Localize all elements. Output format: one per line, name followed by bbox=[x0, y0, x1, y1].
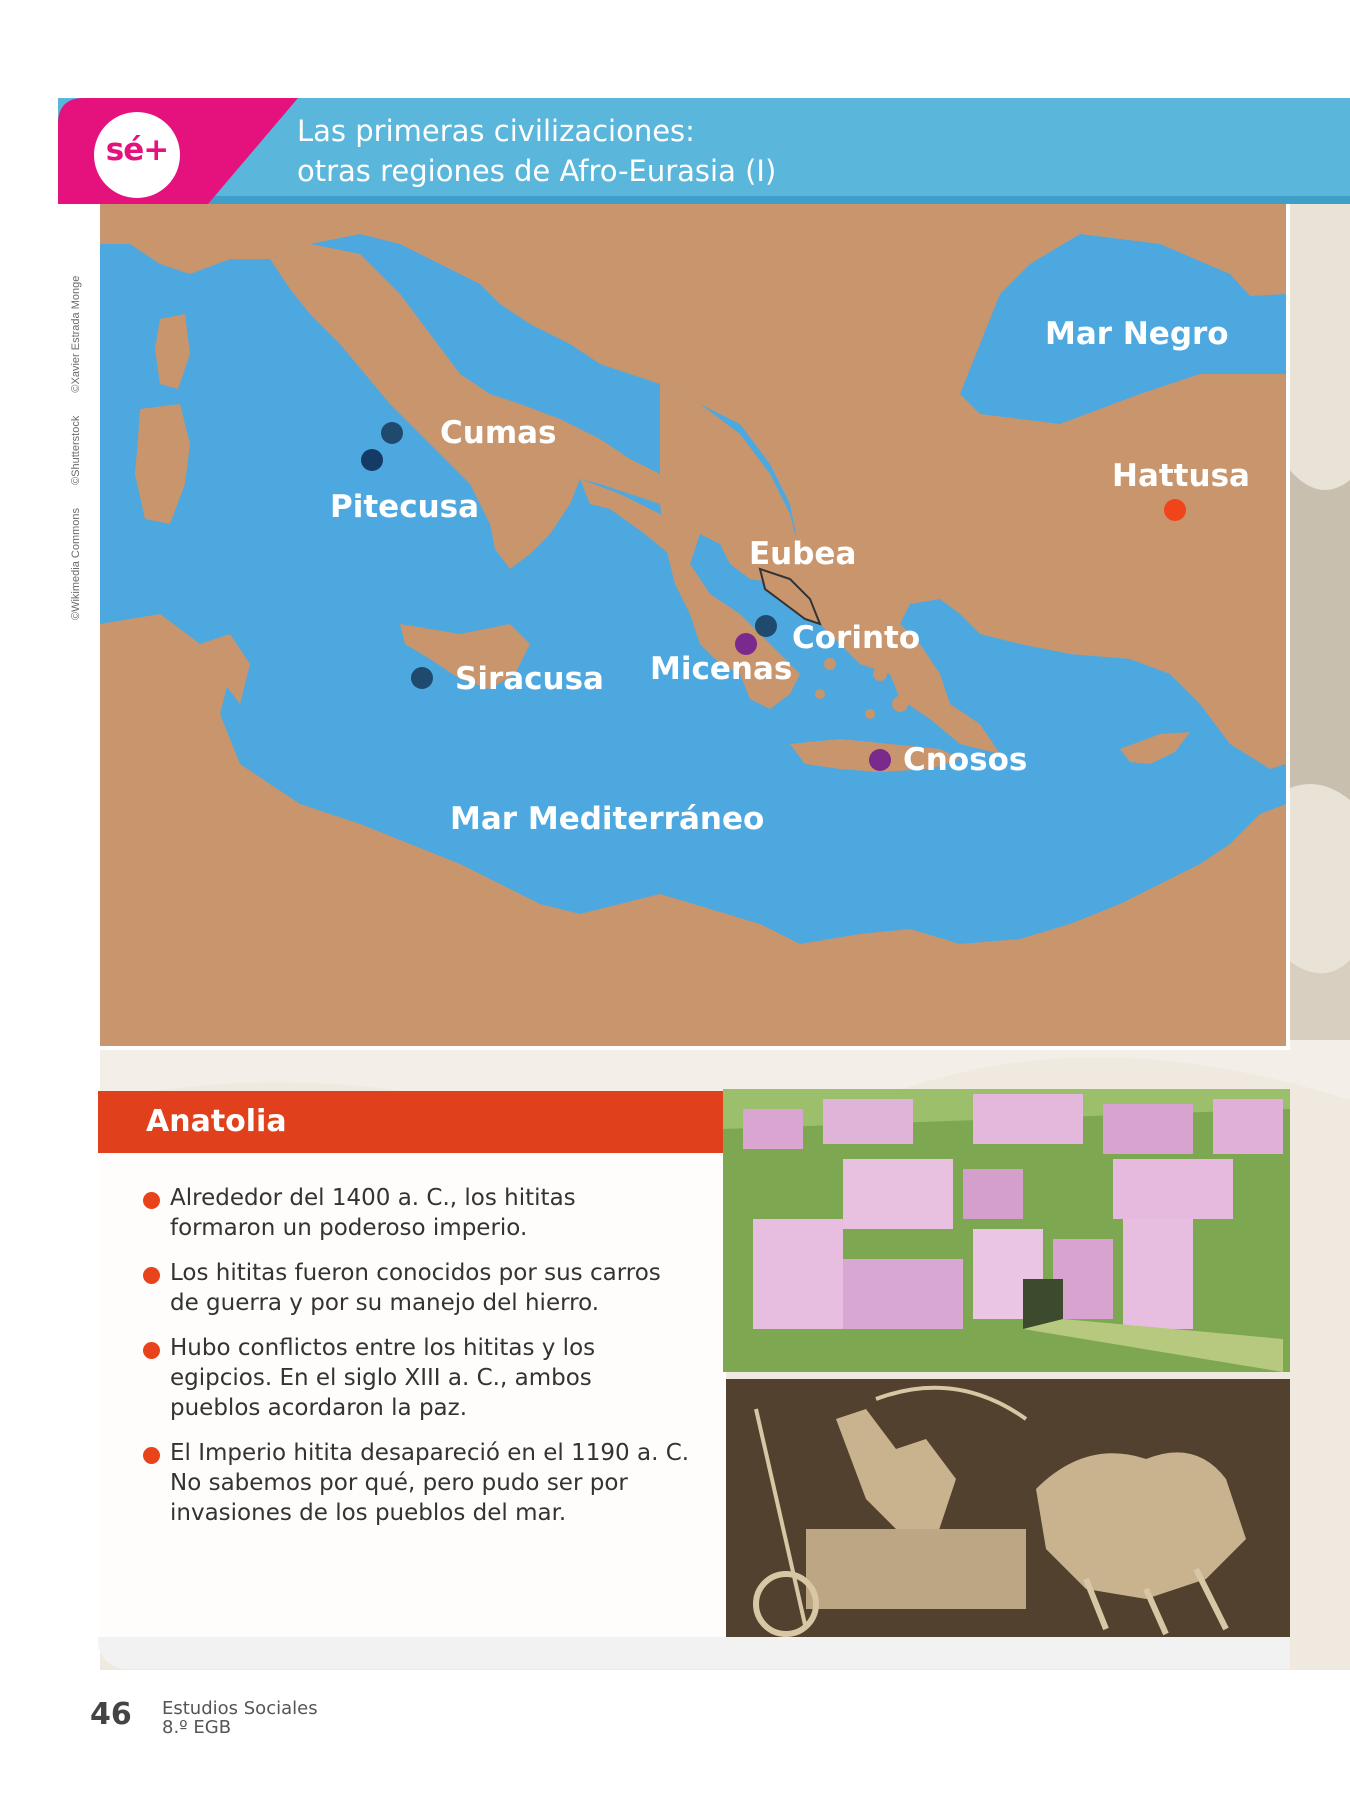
bullet-line: El Imperio hitita desapareció en el 1190 a. C. bbox=[170, 1440, 690, 1466]
bullet-line: de guerra y por su manejo del hierro. bbox=[170, 1290, 600, 1316]
map-label-pitecusa: Pitecusa bbox=[330, 489, 480, 525]
credit-item: ©Shutterstock bbox=[70, 415, 82, 485]
page-number: 46 bbox=[90, 1697, 132, 1732]
page-title-line-2: otras regiones de Afro-Eurasia (I) bbox=[297, 154, 777, 188]
bullet-item bbox=[170, 1258, 690, 1318]
bullet-line: Los hititas fueron conocidos por sus carros bbox=[170, 1260, 661, 1286]
cnosos-dot bbox=[869, 749, 891, 771]
image-credits bbox=[70, 240, 90, 620]
grade-label: 8.º EGB bbox=[162, 1717, 232, 1738]
map-label-cnosos: Cnosos bbox=[903, 742, 1028, 778]
pitecusa-dot bbox=[361, 449, 383, 471]
cumas-dot bbox=[381, 422, 403, 444]
bullet-line: egipcios. En el siglo XIII a. C., ambos bbox=[170, 1365, 592, 1391]
subject-label bbox=[162, 1699, 318, 1737]
bullet-item bbox=[170, 1183, 690, 1243]
credit-item: ©Xavier Estrada Monge bbox=[70, 275, 82, 393]
siracusa-dot bbox=[411, 667, 433, 689]
bullet-dot bbox=[143, 1447, 160, 1464]
map-label-siracusa: Siracusa bbox=[455, 661, 604, 697]
credit-item: ©Wikimedia Commons bbox=[70, 507, 82, 620]
bullet-dot bbox=[143, 1342, 160, 1359]
bullet-item bbox=[170, 1333, 690, 1423]
subject-name: Estudios Sociales bbox=[162, 1698, 318, 1719]
anatolia-heading: Anatolia bbox=[146, 1104, 287, 1139]
bullet-dot bbox=[143, 1267, 160, 1284]
map-label-mar-mediterraneo: Mar Mediterráneo bbox=[450, 801, 765, 837]
map-label-eubea: Eubea bbox=[749, 536, 857, 572]
bullet-line: Hubo conflictos entre los hititas y los bbox=[170, 1335, 596, 1361]
bottom-panel-strip bbox=[98, 1637, 1290, 1669]
map-label-cumas: Cumas bbox=[440, 415, 557, 451]
bullet-line: formaron un poderoso imperio. bbox=[170, 1215, 528, 1241]
bullet-dot bbox=[143, 1192, 160, 1209]
map-label-hattusa: Hattusa bbox=[1112, 458, 1250, 494]
logo-badge bbox=[94, 112, 180, 198]
bullet-line: Alrededor del 1400 a. C., los hititas bbox=[170, 1185, 576, 1211]
bullet-line: invasiones de los pueblos del mar. bbox=[170, 1500, 567, 1526]
bullet-line: No sabemos por qué, pero pudo ser por bbox=[170, 1470, 628, 1496]
hattusa-city-model-image bbox=[723, 1089, 1290, 1372]
map-label-corinto: Corinto bbox=[792, 620, 921, 656]
mediterranean-map bbox=[100, 204, 1286, 1046]
map-label-mar-negro: Mar Negro bbox=[1045, 316, 1229, 352]
page-title-line-1: Las primeras civilizaciones: bbox=[297, 114, 695, 148]
hittite-chariot-relief-image bbox=[726, 1379, 1290, 1637]
bullet-line: pueblos acordaron la paz. bbox=[170, 1395, 468, 1421]
corinto-dot bbox=[755, 615, 777, 637]
map-frame bbox=[98, 204, 1290, 1050]
logo-text: sé+ bbox=[105, 132, 169, 168]
hattusa-dot bbox=[1164, 499, 1186, 521]
bullet-item bbox=[170, 1438, 690, 1528]
map-label-micenas: Micenas bbox=[650, 651, 793, 687]
